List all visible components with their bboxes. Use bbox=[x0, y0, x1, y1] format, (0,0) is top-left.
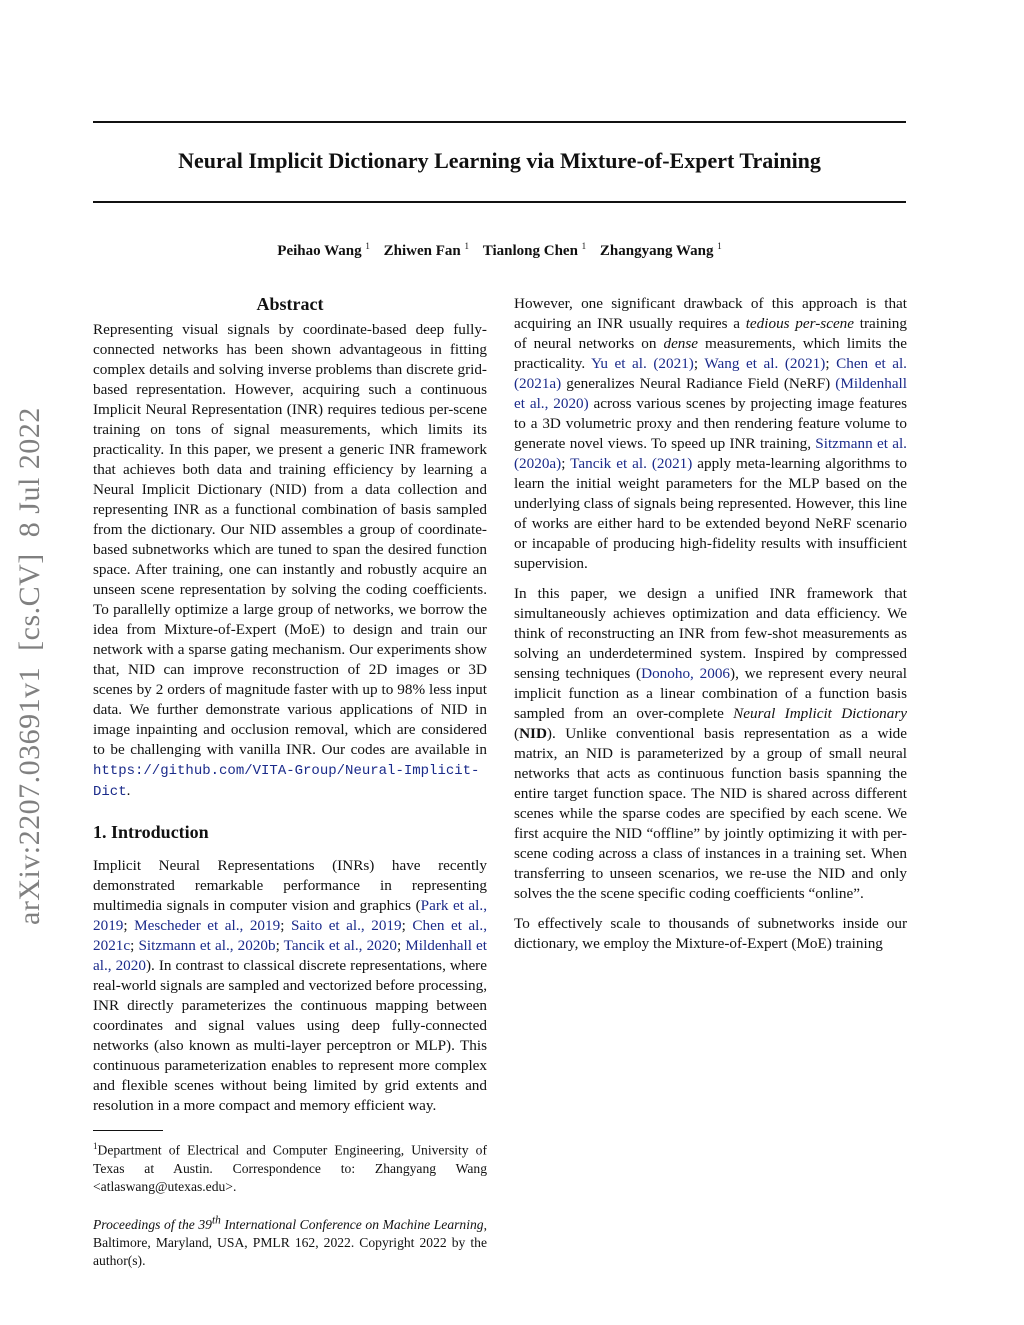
citation-link[interactable]: Wang et al. (2021) bbox=[704, 355, 826, 372]
title-rule-top bbox=[93, 121, 906, 123]
citation-link[interactable]: Donoho, 2006 bbox=[641, 665, 731, 682]
citation-link[interactable]: (Mildenhall et al., 2020) bbox=[514, 375, 907, 412]
arxiv-identifier: arXiv:2207.03691v1 [cs.CV] 8 Jul 2022 bbox=[13, 407, 46, 925]
abstract-body: Representing visual signals by coordinate-based deep fully-connected networks has been shown advantageous in fitting complex details and solving inverse problems than discrete grid-based representation. However, acquiring such a continuous Implicit Neural Representation (INR) requires tedious per-scene training on tons of signal measurements, which limits its practicality. In this paper, we present a generic INR framework that achieves both data and training efficiency by learning a Neural Implicit Dictionary (NID) from a data collection and representing INR as a functional combination of basis sampled from the dictionary. Our NID assembles a group of coordinate-based subnetworks which are tuned to span the desired function space. After training, one can instantly and robustly acquire an unseen scene representation by solving the coding coefficients. To parallelly optimize a large group of networks, we borrow the idea from Mixture-of-Expert (MoE) to design and train our network with a sparse gating mechanism. Our experiments show that, NID can improve reconstruction of 2D images or 3D scenes by 2 orders of magnitude faster with up to 98% less input data. We further demonstrate various applications of NID in image inpainting and occlusion removal, which are considered to be challenging with vanilla INR. Our codes are available in https://github.com/VITA-Group/Neural-Implicit-Dict. bbox=[93, 321, 487, 800]
citation-link[interactable]: Saito et al., 2019 bbox=[290, 917, 402, 934]
citation-link[interactable]: Chen et al., 2021c bbox=[93, 917, 487, 954]
citation-link[interactable]: Yu et al. (2021) bbox=[591, 355, 694, 372]
citation-link[interactable]: Tancik et al. (2021) bbox=[570, 455, 693, 472]
left-column bbox=[93, 292, 487, 1270]
intro-paragraph-1: Implicit Neural Representations (INRs) have recently demonstrated remarkable performance in representing multimedia signals in computer vision and graphics (Park et al., 2019; Mescheder et al., 2019; Saito et al., 2019; Chen et al., 2021c; Sitzmann et al., 2020b; Tancik et al., 2020; Mildenhall et al., 2020). In contrast to classical discrete representations, where real-world signals are sampled and vectorized before processing, INR directly parameterizes the continuous mapping between coordinates and signal values using deep fully-connected networks (also known as multi-layer perceptron or MLP). This continuous parameterization enables to represent more complex and flexible scenes without being limited by grid extents and resolution in a more compact and memory efficient way. bbox=[93, 857, 487, 1114]
right-column bbox=[514, 294, 907, 954]
abstract-heading: Abstract bbox=[256, 294, 324, 314]
proceedings-note: Proceedings of the 39th International Conference on Machine Learning, Baltimore, Maryland, USA, PMLR 162, 2022. Copyright 2022 by the author(s). bbox=[93, 1214, 487, 1269]
citation-link[interactable]: Tancik et al., 2020 bbox=[283, 937, 397, 954]
author-1: Peihao Wang $^1$ bbox=[277, 241, 370, 259]
intro-paragraph-3: In this paper, we design a unified INR framework that simultaneously achieves optimization and data efficiency. We think of reconstructing an INR from few-shot measurements as solving an underdetermined system. Inspired by compressed sensing techniques (Donoho, 2006), we represent every neural implicit function as a linear combination of a function basis sampled from an over-complete Neural Implicit Dictionary (NID). Unlike conventional basis representation as a wide matrix, an NID is parameterized by a group of small neural networks that acts as continuous function basis spanning the entire target function space. The NID is shared across different scenes while the sparse codes are specified by each scene. We first acquire the NID “offline” by jointly optimizing it with per-scene coding across a class of instances in a training set. When transferring to unseen scenarios, we re-use the NID and only solves the the scene specific coding coefficients “online”. bbox=[514, 585, 907, 902]
citation-link[interactable]: Sitzmann et al. (2020a) bbox=[514, 435, 907, 472]
citation-link[interactable]: Park et al., 2019 bbox=[93, 897, 487, 934]
introduction-heading: 1. Introduction bbox=[93, 822, 209, 842]
author-2: Zhiwen Fan $^1$ bbox=[383, 241, 469, 259]
citation-link[interactable]: Sitzmann et al., 2020b bbox=[138, 937, 276, 954]
author-3: Tianlong Chen $^1$ bbox=[482, 241, 587, 259]
affiliation-footnote: $^1$Department of Electrical and Computer Engineering, University of Texas at Austin. Correspondence to: Zhangyang Wang <atlaswang@utexas.edu>. bbox=[93, 1141, 487, 1194]
author-4: Zhangyang Wang $^1$ bbox=[599, 241, 722, 259]
citation-link[interactable]: Mescheder et al., 2019 bbox=[134, 917, 281, 934]
citation-link[interactable]: Chen et al. (2021a) bbox=[514, 355, 907, 392]
intro-paragraph-4: To effectively scale to thousands of subnetworks inside our dictionary, we employ the Mixture-of-Expert (MoE) training bbox=[514, 915, 907, 952]
author-list bbox=[93, 236, 906, 261]
intro-paragraph-2: However, one significant drawback of this approach is that acquiring an INR usually requires a tedious per-scene training of neural networks on dense measurements, which limits the practicality. Yu et al. (2021); Wang et al. (2021); Chen et al. (2021a) generalizes Neural Radiance Field (NeRF) (Mildenhall et al., 2020) across various scenes by projecting image features to a 3D volumetric proxy and then rendering feature volume to generate novel views. To speed up INR training, Sitzmann et al. (2020a); Tancik et al. (2021) apply meta-learning algorithms to learn the initial weight parameters for the MLP based on the underlying class of signals being represented. However, this line of works are either hard to be extended beyond NeRF scenario or incapable of producing high-fidelity results with insufficient supervision. bbox=[514, 295, 907, 572]
code-link[interactable]: https://github.com/VITA-Group/Neural-Implicit-Dict bbox=[93, 763, 480, 800]
paper-title: Neural Implicit Dictionary Learning via Mixture-of-Expert Training bbox=[178, 148, 821, 173]
title-rule-bottom bbox=[93, 201, 906, 203]
footnote-rule bbox=[93, 1130, 163, 1131]
citation-link[interactable]: Mildenhall et al., 2020 bbox=[93, 937, 487, 974]
